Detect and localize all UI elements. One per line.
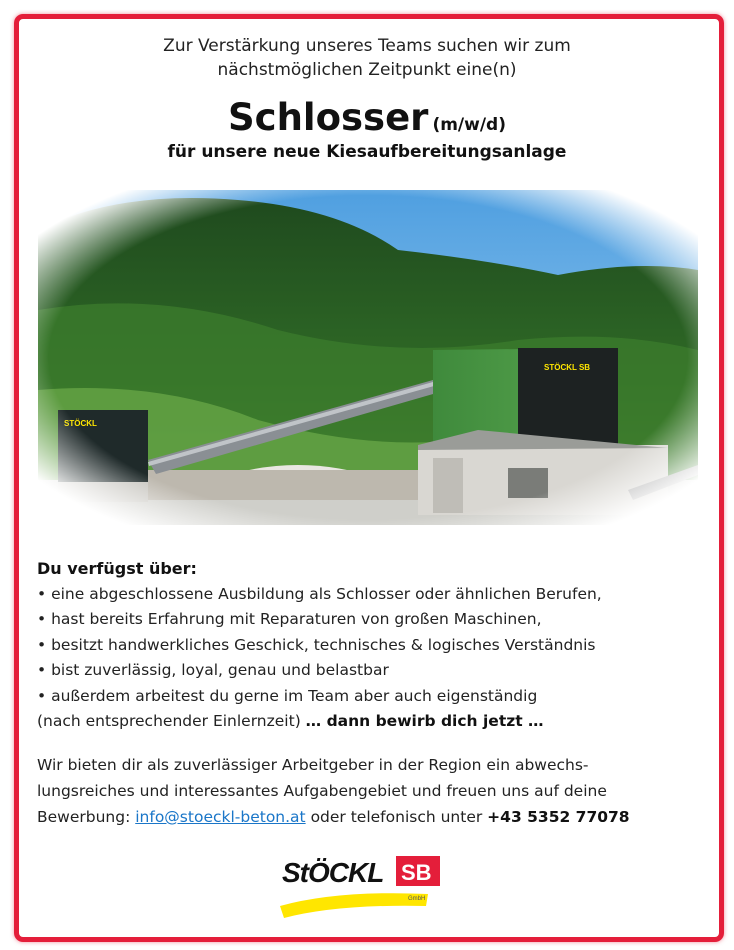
requirements-closing: [37, 709, 707, 735]
logo-tagline: GmbH: [408, 896, 426, 902]
job-title-row: [0, 96, 734, 139]
requirement-item: • außerdem arbeitest du gerne im Team aber auch eigenständig: [37, 686, 538, 705]
phone-number: +43 5352 77078: [487, 808, 630, 826]
offer-section: [37, 752, 717, 830]
logo-wordmark: StÖCKL: [282, 857, 384, 888]
job-subtitle: für unsere neue Kiesaufbereitungsanlage: [167, 142, 567, 162]
intro-line-2: nächstmöglichen Zeitpunkt eine(n): [217, 60, 517, 80]
logo-badge: SB: [401, 860, 432, 885]
plant-photo-illustration: [38, 190, 698, 525]
requirement-item: • bist zuverlässig, loyal, genau und belastbar: [37, 661, 389, 679]
intro-text: [0, 34, 734, 82]
requirements-section: [37, 556, 707, 735]
offer-line-3-middle: oder telefonisch unter: [305, 808, 488, 826]
closing-note: (nach entsprechender Einlernzeit): [37, 712, 306, 730]
apply-call-to-action: … dann bewirb dich jetzt …: [305, 712, 544, 730]
company-logo-graphic: [278, 850, 448, 918]
intro-line-1: Zur Verstärkung unseres Teams suchen wir zum: [163, 36, 571, 56]
company-logo: [278, 850, 448, 918]
requirement-item: • besitzt handwerkliches Geschick, technisches & logisches Verständnis: [37, 635, 596, 654]
offer-line-3-prefix: Bewerbung:: [37, 808, 136, 826]
requirement-item: • eine abgeschlossene Ausbildung als Schlosser oder ähnlichen Berufen,: [37, 584, 602, 603]
job-title-suffix: (m/w/d): [432, 115, 506, 135]
offer-line-3: [37, 804, 717, 830]
offer-line-2: lungsreiches und interessantes Aufgabengebiet und freuen uns auf deine: [37, 782, 607, 800]
requirement-item: • hast bereits Erfahrung mit Reparaturen von großen Maschinen,: [37, 610, 542, 628]
plant-photo: [38, 190, 698, 525]
job-title: Schlosser: [228, 96, 429, 139]
requirements-heading: Du verfügst über:: [37, 559, 197, 578]
email-link[interactable]: info@stoeckl-beton.at: [135, 808, 306, 826]
offer-line-1: Wir bieten dir als zuverlässiger Arbeitgeber in der Region ein abwechs-: [37, 756, 589, 774]
